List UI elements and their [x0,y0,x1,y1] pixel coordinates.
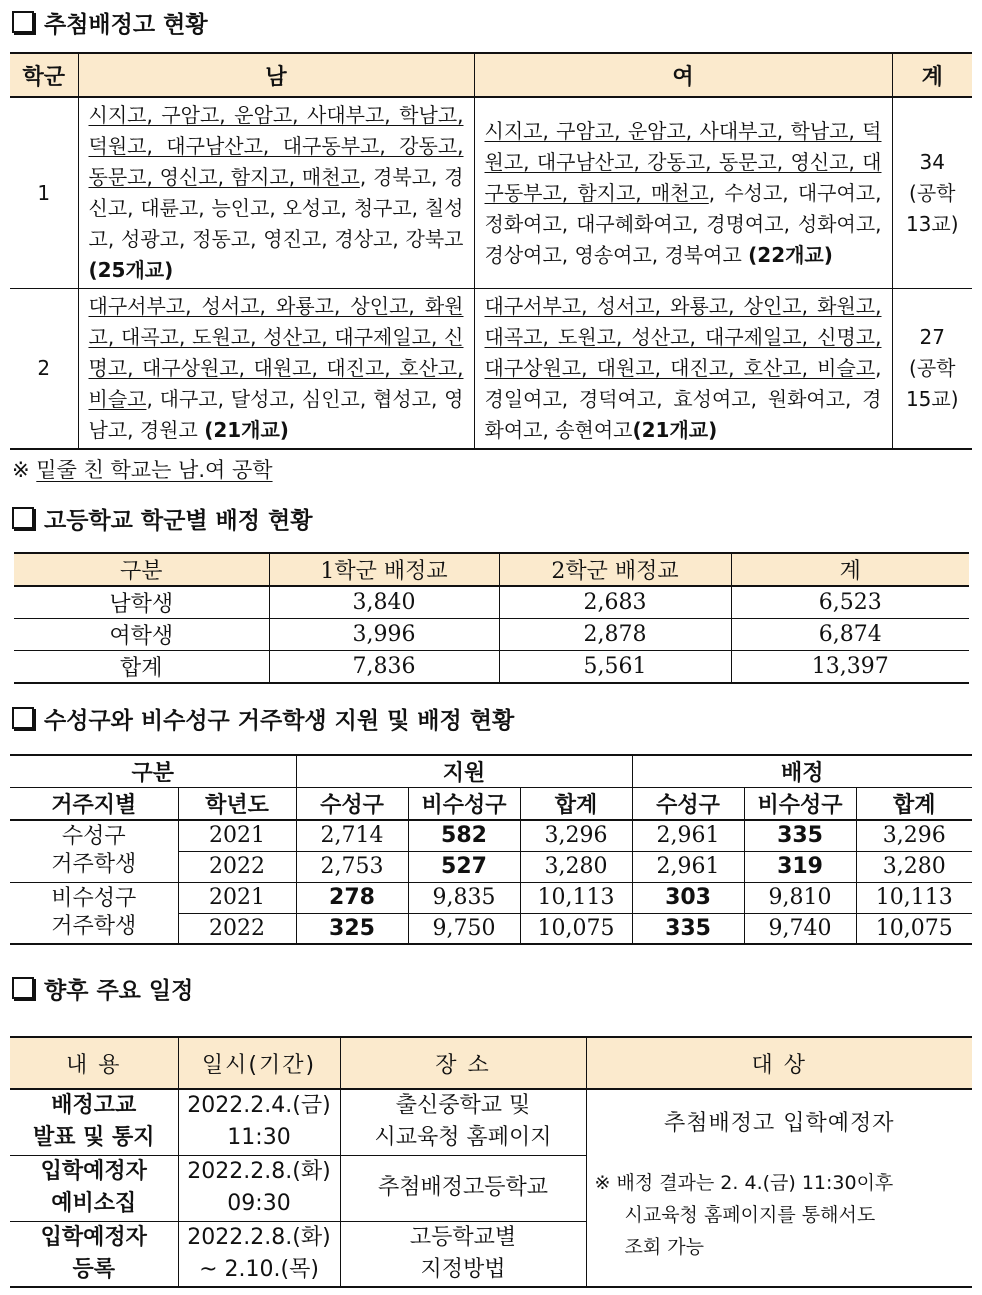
checkbox-square-icon [12,507,34,529]
cell-value: 2,683 [499,586,731,619]
header-apply-suseong: 수성구 [296,788,408,821]
cell-value-highlight: 582 [408,820,520,851]
header-group: 학군 [10,53,78,97]
checkbox-square-icon [12,707,34,729]
target-note-line3: 조회 가능 [624,1236,704,1258]
table-header-row [10,53,972,97]
header-apply: 지원 [296,755,632,788]
girls-only-schools: , 수성고, 대구여고, 정화여고, 대구혜화여고, 경명여고, 성화여고, 경상여고, 영송여고, 경북여고 [484,180,882,267]
item-line2: 등록 [72,1256,115,1282]
table-row [10,97,972,289]
cell-value: 5,561 [499,651,731,684]
table-row [14,586,969,619]
section-title: 고등학교 학군별 배정 현황 [44,507,313,534]
coed-schools: 시지고, 구암고, 운암고, 사대부고, 학남고, 덕원고, 대구남산고, 대구동부고, 강동고, 동문고, 영신고, 함지고, 매천고 [88,103,464,189]
section-schedule [10,972,972,1288]
place-line1: 출신중학교 및 [395,1093,531,1119]
section-heading [10,6,972,38]
cell-value: 13,397 [731,651,969,684]
row-label: 남학생 [14,586,269,619]
assignment-table [14,552,969,684]
cell-value-highlight: 303 [632,882,744,913]
girls-schools [474,289,892,450]
coed-count-line2: 13교) [905,211,959,236]
header-assign-sum: 합계 [856,788,972,821]
date-line2: 09:30 [227,1191,291,1216]
girls-schools [474,97,892,289]
cell-value: 3,280 [856,851,972,882]
cell-value: 2,961 [632,820,744,851]
total-count: 27 [919,325,945,349]
cell-value: 6,523 [731,586,969,619]
table-row [10,882,972,913]
item-line2: 예비소집 [51,1191,137,1216]
date-line1: 2022.2.8.(화) [187,1159,331,1184]
table-row [10,1089,972,1155]
cell-value: 2,878 [499,619,731,651]
group-label [10,882,178,944]
target-note-line1: ※ 배정 결과는 2. 4.(금) 11:30이후 [594,1172,894,1194]
table-row [14,651,969,684]
total-count: 34 [919,149,945,174]
section-lottery-schools [10,6,972,484]
year-cell: 2022 [178,913,296,944]
cell-value: 3,280 [520,851,632,882]
note-mark: ※ [12,458,30,482]
schedule-target [586,1089,972,1287]
boys-only-schools: , 대구고, 달성고, 심인고, 협성고, 영남고, 경원고 [88,387,464,442]
cell-value: 2,714 [296,820,408,851]
table-header-row [10,1037,972,1089]
header-target: 대 상 [586,1037,972,1089]
item-line1: 입학예정자 [40,1224,147,1250]
section-heading [10,702,972,734]
schedule-place [340,1155,586,1221]
target-note [593,1167,967,1263]
date-line1: 2022.2.8.(화) [187,1224,331,1250]
schedule-date [178,1155,340,1221]
group-label-line1: 수성구 [61,824,126,850]
group-number: 1 [10,97,78,289]
row-label: 합계 [14,651,269,684]
place-line2: 지정방법 [420,1256,506,1282]
section-title: 향후 주요 일정 [44,977,194,1004]
total-cell [892,289,972,450]
coed-count-line2: 15교) [905,387,959,411]
coed-schools: 시지고, 구암고, 운암고, 사대부고, 학남고, 덕원고, 대구남산고, 강동고, 동문고, 영신고, 대구동부고, 함지고, 매천고 [484,118,882,205]
header-apply-sum: 합계 [520,788,632,821]
cell-value: 3,996 [269,619,499,651]
schedule-item [10,1089,178,1155]
header-assign-suseong: 수성구 [632,788,744,821]
group-label [10,820,178,882]
year-cell: 2021 [178,882,296,913]
year-cell: 2021 [178,820,296,851]
cell-value-highlight: 335 [632,913,744,944]
cell-value: 9,740 [744,913,856,944]
cell-value: 9,750 [408,913,520,944]
schedule-item [10,1155,178,1221]
item-line2: 발표 및 통지 [32,1125,155,1151]
boys-schools [78,97,474,289]
cell-value: 2,753 [296,851,408,882]
school-count: (21개교) [204,418,289,442]
cell-value-highlight: 335 [744,820,856,851]
header-district2: 2학군 배정교 [499,553,731,586]
cell-value: 9,810 [744,882,856,913]
header-assign-non-suseong: 비수성구 [744,788,856,821]
group-label-line1: 비수성구 [51,885,137,911]
cell-value: 6,874 [731,619,969,651]
header-item: 내 용 [10,1037,178,1089]
schedule-date [178,1221,340,1287]
checkbox-square-icon [12,977,34,999]
cell-value: 9,835 [408,882,520,913]
cell-value: 3,296 [856,820,972,851]
place-line1: 추첨배정고등학교 [377,1175,549,1200]
header-year: 학년도 [178,788,296,821]
table-row [10,820,972,851]
coed-count-line1: (공학 [909,180,956,205]
footnote [10,454,972,484]
girls-only-schools: , 경일여고, 경덕여고, 효성여고, 원화여고, 경화여고, 송현여고 [484,356,882,442]
coed-schools: 대구서부고, 성서고, 와룡고, 상인고, 화원고, 대곡고, 도원고, 성산고, 대구제일고, 신명고, 대구상원고, 대원고, 대진고, 호산고, 비슬고 [88,294,464,411]
header-district1: 1학군 배정교 [269,553,499,586]
cell-value: 10,075 [856,913,972,944]
cell-value: 10,075 [520,913,632,944]
group-label-line2: 거주학생 [51,913,137,939]
date-line2: ~ 2.10.(목) [199,1256,319,1282]
section-assignment-by-district [10,502,972,684]
header-category: 구분 [14,553,269,586]
checkbox-square-icon [12,11,34,33]
section-heading [10,502,972,534]
residence-table [10,754,972,945]
school-count: (25개교) [88,258,174,282]
cell-value: 10,113 [856,882,972,913]
cell-value-highlight: 325 [296,913,408,944]
schedule-place [340,1089,586,1155]
header-girls: 여 [474,53,892,97]
coed-count-line1: (공학 [909,356,956,380]
year-cell: 2022 [178,851,296,882]
cell-value: 7,836 [269,651,499,684]
cell-value-highlight: 527 [408,851,520,882]
header-residence: 거주지별 [10,788,178,821]
coed-schools: 대구서부고, 성서고, 와룡고, 상인고, 화원고, 대곡고, 도원고, 성산고, 대구제일고, 신명고, 대구상원고, 대원고, 대진고, 호산고, 비슬고 [484,294,882,380]
table-row [14,619,969,651]
table-header-row [14,553,969,586]
section-title: 수성구와 비수성구 거주학생 지원 및 배정 현황 [44,707,515,734]
target-main: 추첨배정고 입학예정자 [663,1111,895,1136]
item-line1: 배정고교 [51,1093,137,1119]
header-date: 일시(기간) [178,1037,340,1089]
cell-value: 10,113 [520,882,632,913]
target-note-line2: 시교육청 홈페이지를 통해서도 [624,1204,876,1226]
header-place: 장 소 [340,1037,586,1089]
school-count: (22개교) [748,242,833,267]
header-assign: 배정 [632,755,972,788]
table-header-row [10,755,972,788]
schedule-table [10,1036,972,1288]
cell-value: 3,296 [520,820,632,851]
group-number: 2 [10,289,78,450]
cell-value-highlight: 278 [296,882,408,913]
header-boys: 남 [78,53,474,97]
cell-value: 2,961 [632,851,744,882]
cell-value: 3,840 [269,586,499,619]
cell-value-highlight: 319 [744,851,856,882]
school-count: (21개교) [632,418,718,442]
lottery-schools-table [10,52,972,450]
section-title: 추첨배정고 현황 [44,11,208,38]
boys-schools [78,289,474,450]
section-residence-application [10,702,972,945]
group-label-line2: 거주학생 [51,852,137,878]
note-text: 밑줄 친 학교는 남.여 공학 [36,458,273,482]
date-line1: 2022.2.4.(금) [187,1093,331,1119]
date-line2: 11:30 [227,1125,291,1151]
section-heading [10,972,972,1004]
row-label: 여학생 [14,619,269,651]
place-line2: 시교육청 홈페이지 [374,1125,552,1151]
item-line1: 입학예정자 [40,1159,147,1184]
header-category: 구분 [10,755,296,788]
schedule-date [178,1089,340,1155]
schedule-item [10,1221,178,1287]
header-total: 계 [892,53,972,97]
table-header-row [10,788,972,821]
boys-only-schools: , 경북고, 경신고, 대륜고, 능인고, 오성고, 청구고, 칠성고, 성광고, 정동고, 영진고, 경상고, 강북고 [88,165,464,251]
place-line1: 고등학교별 [409,1224,517,1250]
table-row [10,289,972,450]
total-cell [892,97,972,289]
header-apply-non-suseong: 비수성구 [408,788,520,821]
schedule-place [340,1221,586,1287]
header-total: 계 [731,553,969,586]
